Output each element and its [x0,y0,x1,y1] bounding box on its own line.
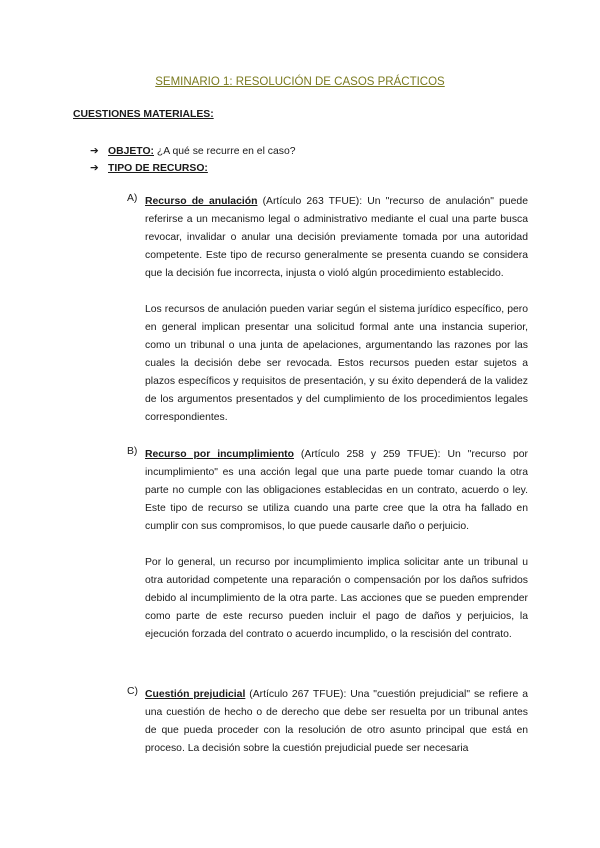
item-paragraph [145,193,528,283]
item-lead-text: (Artículo 267 TFUE): Una "cuestión prejudicial" se refiere a una cuestión de hecho o de derecho que debe ser resuelta por un tribunal antes de que pueda proceder con la resolución de otro asunto principal que está en proceso. La decisión sobre la cuestión prejudicial puede ser necesaria [145,689,529,754]
bullet-text: ¿A qué se recurre en el caso? [154,146,296,157]
item-recurso-incumplimiento [127,446,529,644]
item-title: Cuestión prejudicial [145,689,246,700]
item-cuestion-prejudicial [127,686,529,758]
item-letter: C) [127,686,138,697]
item-paragraph-2: Los recursos de anulación pueden variar según el sistema jurídico específico, pero en general implican presentar una solicitud formal ante una instancia superior, como un tribunal o una junta de apelaciones, argumentando las razones por las cuales la decisión debe ser revocada. Estos recursos pueden estar sujetos a plazos específicos y requisitos de presentación, y su éxito dependerá de la validez de los argumentos presentados y del cumplimiento de los procedimientos legales correspondientes. [145,304,528,423]
item-paragraph [145,686,528,758]
item-title: Recurso por incumplimiento [145,449,294,460]
item-letter: A) [127,193,138,204]
item-paragraph-2: Por lo general, un recurso por incumplimiento implica solicitar ante un tribunal u otra autoridad competente una reparación o compensación por los daños sufridos debido al incumplimiento de la otra parte. Las acciones que se pueden emprender como parte de este recurso pueden incluir el pago de daños y perjuicios, la ejecución forzada del contrato o acuerdo incumplido, o la rescisión del contrato. [145,557,528,640]
page-title: SEMINARIO 1: RESOLUCIÓN DE CASOS PRÁCTICOS [155,76,445,88]
bullet-tipo-recurso [90,162,208,174]
item-paragraph [145,446,528,536]
bullet-label: TIPO DE RECURSO: [108,163,208,174]
arrow-right-icon: ➔ [90,163,99,174]
item-lead-text: (Artículo 263 TFUE): Un "recurso de anulación" puede referirse a un mecanismo legal o administrativo mediante el cual una parte busca revocar, invalidar o anular una decisión previamente tomada por una autoridad competente. Este tipo de recurso generalmente se presenta cuando se considera que la decisión fue incorrecta, injusta o violó algún procedimiento establecido. [145,196,528,279]
bullet-label: OBJETO: [108,146,154,157]
item-letter: B) [127,446,138,457]
item-recurso-anulacion [127,193,529,427]
section-heading: CUESTIONES MATERIALES: [73,109,214,120]
item-lead-text: (Artículo 258 y 259 TFUE): Un "recurso por incumplimiento" es una acción legal que una parte puede tomar cuando la otra parte no cumple con las obligaciones establecidas en un contrato, acuerdo o ley. Este tipo de recurso se utiliza cuando una parte cree que la otra ha fallado en cumplir con sus compromisos, lo que puede causarle daño o perjuicio. [145,449,528,532]
bullet-objeto [90,145,296,157]
arrow-right-icon: ➔ [90,146,99,157]
item-title: Recurso de anulación [145,196,258,207]
